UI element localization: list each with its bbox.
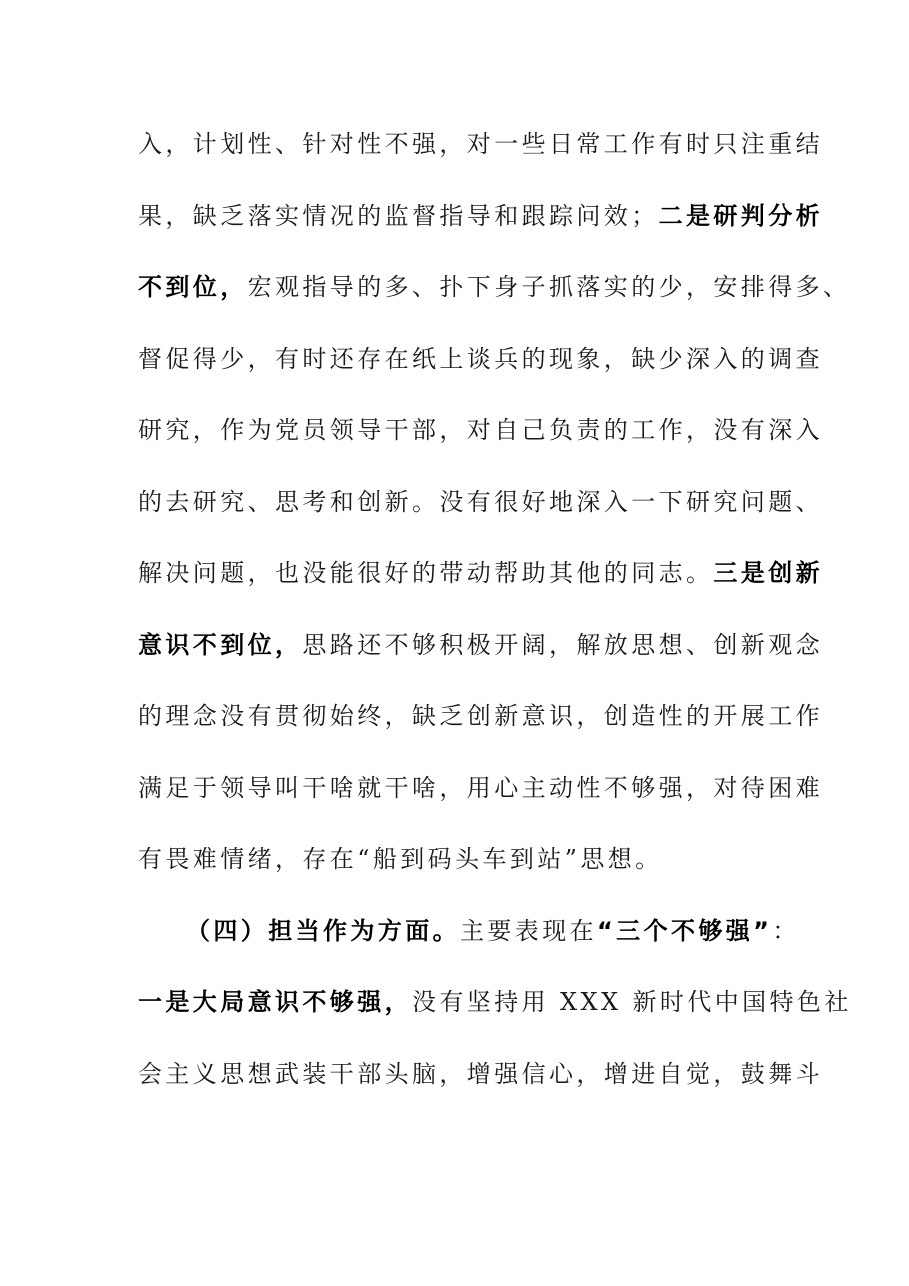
text-segment: 入，计划性、针对性不强，对一些日常工作有时只注重结 [138,130,823,158]
bold-heading-segment: “三个不够强” [597,917,773,945]
text-segment: 会主义思想武装干部头脑，增强信心，增进自觉，鼓舞斗 [138,1060,823,1088]
line-10 [138,772,823,804]
section-title: （四）担当作为方面。 [186,917,460,945]
line-6 [138,486,823,518]
text-segment: 的去研究、思考和创新。没有很好地深入一下研究问题、 [138,488,823,516]
bold-heading-segment: 意识不到位， [138,631,303,659]
text-segment: 的理念没有贯彻始终，缺乏创新意识，创造性的开展工作 [138,702,823,730]
line-8 [138,629,823,661]
line-9 [138,700,823,732]
text-segment: 研究，作为党员领导干部，对自己负责的工作，没有深入 [138,416,823,444]
bold-heading-segment: 不到位， [138,273,248,301]
line-14 [138,1058,823,1090]
bold-heading-segment: 二是研判分析 [658,202,824,230]
text-segment: 思路还不够积极开阔，解放思想、创新观念 [302,631,824,659]
text-segment: 满足于领导叫干啥就干啥，用心主动性不够强，对待困难 [138,774,823,802]
line-3 [138,271,850,303]
line-7 [138,557,823,589]
text-segment: 有畏难情绪，存在“船到码头车到站”思想。 [138,845,663,873]
text-segment: 宏观指导的多、扑下身子抓落实的少，安排得多、 [247,273,851,301]
text-segment: 没有坚持用 XXX 新时代中国特色社 [412,988,852,1016]
line-5 [138,414,823,446]
line-13 [138,986,852,1018]
line-12-section-heading [186,915,800,947]
line-1 [138,128,823,160]
line-2 [138,200,823,232]
text-segment: ： [772,917,800,945]
line-11 [138,843,663,875]
text-segment: 果，缺乏落实情况的监督指导和跟踪问效； [138,202,659,230]
text-segment: 解决问题，也没能很好的带动帮助其他的同志。 [138,559,714,587]
bold-heading-segment: 一是大局意识不够强， [138,988,412,1016]
text-segment: 主要表现在 [460,917,597,945]
line-4 [138,343,823,375]
bold-heading-segment: 三是创新 [713,559,824,587]
text-segment: 督促得少，有时还存在纸上谈兵的现象，缺少深入的调查 [138,345,823,373]
